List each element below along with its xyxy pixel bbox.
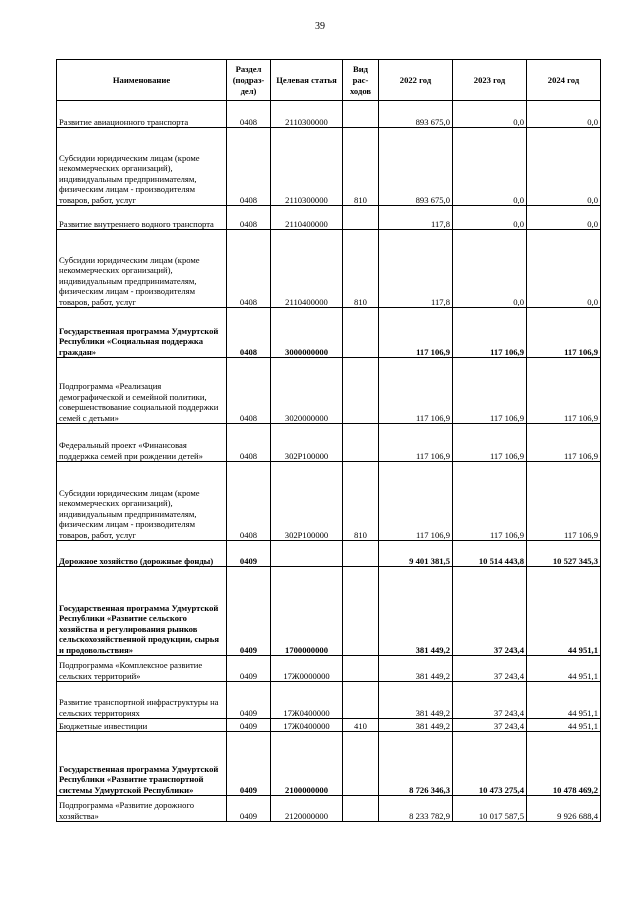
table-row bbox=[57, 567, 601, 656]
row-kind bbox=[343, 656, 379, 682]
row-section: 0409 bbox=[227, 682, 271, 719]
row-2023: 117 106,9 bbox=[453, 462, 527, 541]
table-row bbox=[57, 128, 601, 206]
row-kind bbox=[343, 541, 379, 567]
row-2022: 8 726 346,3 bbox=[379, 732, 453, 796]
row-target: 3000000000 bbox=[271, 308, 343, 358]
row-2022: 8 233 782,9 bbox=[379, 796, 453, 822]
row-2024: 117 106,9 bbox=[527, 308, 601, 358]
row-kind bbox=[343, 358, 379, 424]
table-row bbox=[57, 424, 601, 462]
row-2022: 117 106,9 bbox=[379, 358, 453, 424]
table-row bbox=[57, 358, 601, 424]
row-section: 0408 bbox=[227, 308, 271, 358]
header-target: Целевая статья bbox=[271, 60, 343, 101]
row-2022: 381 449,2 bbox=[379, 656, 453, 682]
row-2022: 381 449,2 bbox=[379, 567, 453, 656]
row-2023: 0,0 bbox=[453, 206, 527, 230]
row-2024: 44 951,1 bbox=[527, 719, 601, 732]
row-2023: 37 243,4 bbox=[453, 719, 527, 732]
row-kind bbox=[343, 567, 379, 656]
row-2024: 117 106,9 bbox=[527, 358, 601, 424]
row-name: Дорожное хозяйство (дорожные фонды) bbox=[57, 541, 227, 567]
row-2024: 0,0 bbox=[527, 101, 601, 128]
row-2023: 37 243,4 bbox=[453, 567, 527, 656]
row-2024: 9 926 688,4 bbox=[527, 796, 601, 822]
row-2022: 893 675,0 bbox=[379, 101, 453, 128]
row-section: 0408 bbox=[227, 358, 271, 424]
header-2022: 2022 год bbox=[379, 60, 453, 101]
row-2023: 117 106,9 bbox=[453, 358, 527, 424]
row-target: 2110300000 bbox=[271, 101, 343, 128]
row-kind bbox=[343, 206, 379, 230]
row-name: Федеральный проект «Финансовая поддержка семей при рождении детей» bbox=[57, 424, 227, 462]
row-target bbox=[271, 541, 343, 567]
row-2022: 117 106,9 bbox=[379, 462, 453, 541]
row-name: Субсидии юридическим лицам (кроме некоммерческих организаций), индивидуальным предпринимателям, физическим лицам - производителям товаров, работ, услуг bbox=[57, 230, 227, 308]
row-target: 1700000000 bbox=[271, 567, 343, 656]
row-name: Государственная программа Удмуртской Республики «Развитие транспортной системы Удмуртской Республики» bbox=[57, 732, 227, 796]
row-kind: 810 bbox=[343, 128, 379, 206]
row-name: Развитие внутреннего водного транспорта bbox=[57, 206, 227, 230]
row-target: 2110300000 bbox=[271, 128, 343, 206]
row-2022: 9 401 381,5 bbox=[379, 541, 453, 567]
row-target: 2110400000 bbox=[271, 230, 343, 308]
row-2024: 117 106,9 bbox=[527, 462, 601, 541]
row-section: 0409 bbox=[227, 656, 271, 682]
table-header-row bbox=[57, 60, 601, 101]
table-row bbox=[57, 462, 601, 541]
row-2024: 0,0 bbox=[527, 230, 601, 308]
header-section: Раздел (подраз-дел) bbox=[227, 60, 271, 101]
row-name: Развитие транспортной инфраструктуры на сельских территориях bbox=[57, 682, 227, 719]
row-section: 0408 bbox=[227, 101, 271, 128]
row-name: Государственная программа Удмуртской Республики «Социальная поддержка граждан» bbox=[57, 308, 227, 358]
row-2024: 117 106,9 bbox=[527, 424, 601, 462]
row-2023: 10 514 443,8 bbox=[453, 541, 527, 567]
row-2024: 44 951,1 bbox=[527, 567, 601, 656]
row-section: 0409 bbox=[227, 719, 271, 732]
row-2024: 10 478 469,2 bbox=[527, 732, 601, 796]
row-2022: 381 449,2 bbox=[379, 719, 453, 732]
row-2023: 0,0 bbox=[453, 128, 527, 206]
row-target: 2100000000 bbox=[271, 732, 343, 796]
row-target: 3020000000 bbox=[271, 358, 343, 424]
row-target: 2110400000 bbox=[271, 206, 343, 230]
header-name: Наименование bbox=[57, 60, 227, 101]
row-target: 17Ж0400000 bbox=[271, 682, 343, 719]
header-2023: 2023 год bbox=[453, 60, 527, 101]
row-section: 0409 bbox=[227, 567, 271, 656]
row-2022: 117,8 bbox=[379, 230, 453, 308]
row-target: 2120000000 bbox=[271, 796, 343, 822]
row-2023: 117 106,9 bbox=[453, 308, 527, 358]
row-kind: 810 bbox=[343, 230, 379, 308]
table-row bbox=[57, 719, 601, 732]
table-row bbox=[57, 541, 601, 567]
row-section: 0409 bbox=[227, 796, 271, 822]
row-2023: 0,0 bbox=[453, 101, 527, 128]
row-kind: 410 bbox=[343, 719, 379, 732]
row-name: Государственная программа Удмуртской Республики «Развитие сельского хозяйства и регулирования рынков сельскохозяйственной продукции, сырья и продовольствия» bbox=[57, 567, 227, 656]
row-2022: 117,8 bbox=[379, 206, 453, 230]
row-2024: 10 527 345,3 bbox=[527, 541, 601, 567]
row-2023: 10 473 275,4 bbox=[453, 732, 527, 796]
row-section: 0409 bbox=[227, 541, 271, 567]
row-name: Подпрограмма «Развитие дорожного хозяйства» bbox=[57, 796, 227, 822]
row-kind bbox=[343, 682, 379, 719]
row-2023: 0,0 bbox=[453, 230, 527, 308]
row-name: Подпрограмма «Реализация демографической и семейной политики, совершенствование социальной поддержки семей с детьми» bbox=[57, 358, 227, 424]
table-row bbox=[57, 732, 601, 796]
row-kind: 810 bbox=[343, 462, 379, 541]
row-kind bbox=[343, 308, 379, 358]
row-2024: 44 951,1 bbox=[527, 682, 601, 719]
row-name: Субсидии юридическим лицам (кроме некоммерческих организаций), индивидуальным предпринимателям, физическим лицам - производителям товаров, работ, услуг bbox=[57, 462, 227, 541]
row-section: 0408 bbox=[227, 424, 271, 462]
row-target: 302P100000 bbox=[271, 424, 343, 462]
table-row bbox=[57, 682, 601, 719]
row-kind bbox=[343, 732, 379, 796]
table-row bbox=[57, 308, 601, 358]
row-target: 17Ж0400000 bbox=[271, 719, 343, 732]
row-2022: 117 106,9 bbox=[379, 424, 453, 462]
row-name: Развитие авиационного транспорта bbox=[57, 101, 227, 128]
page-number: 39 bbox=[315, 21, 325, 32]
row-section: 0408 bbox=[227, 230, 271, 308]
row-2022: 893 675,0 bbox=[379, 128, 453, 206]
row-section: 0408 bbox=[227, 128, 271, 206]
row-2024: 44 951,1 bbox=[527, 656, 601, 682]
row-name: Подпрограмма «Комплексное развитие сельских территорий» bbox=[57, 656, 227, 682]
row-2023: 117 106,9 bbox=[453, 424, 527, 462]
row-section: 0409 bbox=[227, 732, 271, 796]
table-row bbox=[57, 206, 601, 230]
row-2022: 117 106,9 bbox=[379, 308, 453, 358]
row-2023: 37 243,4 bbox=[453, 656, 527, 682]
row-target: 302P100000 bbox=[271, 462, 343, 541]
row-kind bbox=[343, 796, 379, 822]
row-target: 17Ж0000000 bbox=[271, 656, 343, 682]
row-name: Субсидии юридическим лицам (кроме некоммерческих организаций), индивидуальным предпринимателям, физическим лицам - производителям товаров, работ, услуг bbox=[57, 128, 227, 206]
table-row bbox=[57, 796, 601, 822]
header-2024: 2024 год bbox=[527, 60, 601, 101]
row-kind bbox=[343, 101, 379, 128]
budget-table bbox=[56, 59, 601, 822]
row-2023: 37 243,4 bbox=[453, 682, 527, 719]
table-row bbox=[57, 101, 601, 128]
row-section: 0408 bbox=[227, 206, 271, 230]
header-kind: Вид рас-ходов bbox=[343, 60, 379, 101]
row-2024: 0,0 bbox=[527, 206, 601, 230]
table-row bbox=[57, 230, 601, 308]
row-name: Бюджетные инвестиции bbox=[57, 719, 227, 732]
row-kind bbox=[343, 424, 379, 462]
row-2023: 10 017 587,5 bbox=[453, 796, 527, 822]
row-2022: 381 449,2 bbox=[379, 682, 453, 719]
row-section: 0408 bbox=[227, 462, 271, 541]
table-row bbox=[57, 656, 601, 682]
row-2024: 0,0 bbox=[527, 128, 601, 206]
